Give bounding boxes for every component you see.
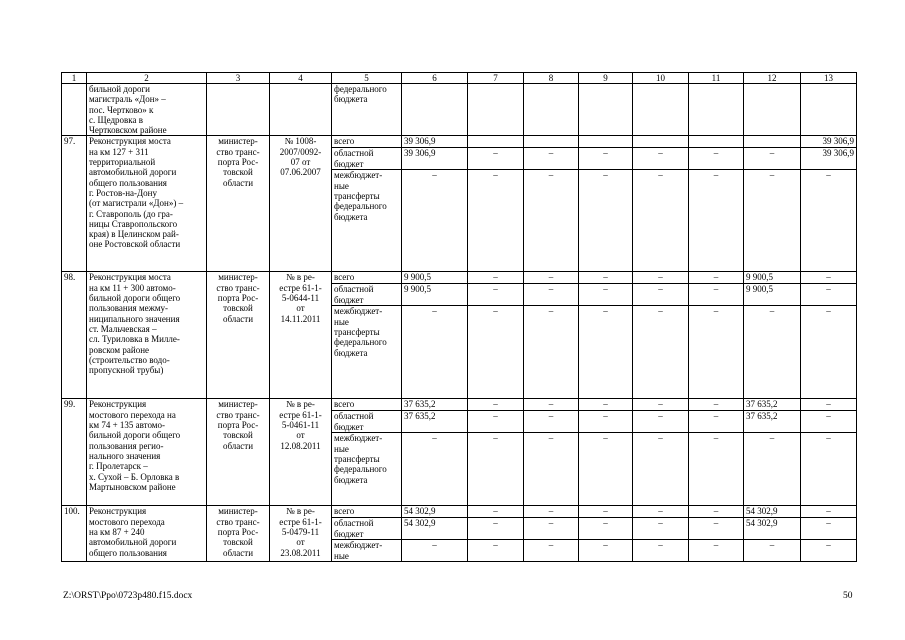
amount-cell: 37 635,2 bbox=[402, 399, 468, 411]
row-number: 100. bbox=[62, 506, 87, 562]
document-ref: № в ре- естре 61-1- 5-0461-11 от 12.08.2011 bbox=[270, 399, 332, 506]
amount-cell: – bbox=[579, 518, 633, 540]
funding-source: межбюджет- ные трансферты федерального бюджета bbox=[332, 170, 402, 272]
column-number: 11 bbox=[689, 73, 744, 84]
amount-cell: – bbox=[468, 518, 524, 540]
amount-cell: – bbox=[579, 506, 633, 518]
amount-cell: – bbox=[468, 306, 524, 399]
funding-source: всего bbox=[332, 399, 402, 411]
column-number: 1 bbox=[62, 73, 87, 84]
amount-cell bbox=[633, 136, 689, 148]
amount-cell: 9 900,5 bbox=[744, 284, 801, 306]
document-ref: № в ре- естре 61-1- 5-0479-11 от 23.08.2011 bbox=[270, 506, 332, 562]
customer: министер- ство транс- порта Рос- товской области bbox=[207, 506, 270, 562]
amount-cell: – bbox=[801, 306, 857, 399]
header-row bbox=[62, 73, 857, 84]
column-number: 7 bbox=[468, 73, 524, 84]
funding-source: всего bbox=[332, 136, 402, 148]
amount-cell: – bbox=[689, 540, 744, 562]
document-ref: № в ре- естре 61-1- 5-0644-11 от 14.11.2011 bbox=[270, 272, 332, 399]
amount-cell bbox=[579, 84, 633, 136]
amount-cell: – bbox=[468, 433, 524, 506]
amount-cell: 37 635,2 bbox=[402, 411, 468, 433]
amount-cell: – bbox=[633, 506, 689, 518]
amount-cell: – bbox=[689, 284, 744, 306]
amount-cell: – bbox=[579, 170, 633, 272]
amount-cell: – bbox=[579, 284, 633, 306]
column-number: 9 bbox=[579, 73, 633, 84]
amount-cell: – bbox=[524, 170, 579, 272]
amount-cell: – bbox=[524, 540, 579, 562]
table-row bbox=[62, 506, 857, 518]
row-number: 97. bbox=[62, 136, 87, 272]
customer: министер- ство транс- порта Рос- товской области bbox=[207, 272, 270, 399]
amount-cell: – bbox=[801, 399, 857, 411]
amount-cell: – bbox=[801, 506, 857, 518]
amount-cell: – bbox=[402, 433, 468, 506]
column-number: 2 bbox=[87, 73, 207, 84]
funding-source: всего bbox=[332, 506, 402, 518]
amount-cell: – bbox=[744, 433, 801, 506]
amount-cell: – bbox=[402, 540, 468, 562]
amount-cell: – bbox=[633, 411, 689, 433]
amount-cell bbox=[468, 84, 524, 136]
amount-cell: – bbox=[524, 506, 579, 518]
amount-cell: 54 302,9 bbox=[744, 506, 801, 518]
amount-cell: – bbox=[579, 306, 633, 399]
amount-cell: – bbox=[744, 540, 801, 562]
amount-cell: – bbox=[468, 272, 524, 284]
amount-cell: – bbox=[689, 399, 744, 411]
amount-cell: – bbox=[579, 411, 633, 433]
column-number: 8 bbox=[524, 73, 579, 84]
amount-cell: – bbox=[524, 411, 579, 433]
amount-cell bbox=[402, 84, 468, 136]
amount-cell: – bbox=[689, 411, 744, 433]
funding-source: федерального бюджета bbox=[332, 84, 402, 136]
amount-cell: – bbox=[579, 540, 633, 562]
amount-cell: – bbox=[468, 284, 524, 306]
amount-cell: 39 306,9 bbox=[801, 136, 857, 148]
amount-cell: – bbox=[689, 170, 744, 272]
amount-cell: – bbox=[689, 518, 744, 540]
amount-cell: – bbox=[579, 272, 633, 284]
amount-cell: – bbox=[633, 148, 689, 170]
page-number: 50 bbox=[843, 591, 853, 601]
object-name: Реконструкция мостового перехода на км 87 + 240 автомобильной дороги общего пользования bbox=[87, 506, 207, 562]
amount-cell: 39 306,9 bbox=[801, 148, 857, 170]
amount-cell: – bbox=[579, 148, 633, 170]
amount-cell: – bbox=[801, 170, 857, 272]
table-row bbox=[62, 136, 857, 148]
amount-cell: – bbox=[402, 306, 468, 399]
amount-cell: 9 900,5 bbox=[402, 272, 468, 284]
row-number: 98. bbox=[62, 272, 87, 399]
document-ref bbox=[270, 84, 332, 136]
amount-cell: – bbox=[633, 170, 689, 272]
table-row bbox=[62, 272, 857, 284]
amount-cell: 9 900,5 bbox=[402, 284, 468, 306]
object-name: бильной дороги магистраль «Дон» – пос. Чертково» к с. Щедровка в Чертковском районе bbox=[87, 84, 207, 136]
funding-source: межбюджет- ные bbox=[332, 540, 402, 562]
column-number: 5 bbox=[332, 73, 402, 84]
amount-cell: – bbox=[468, 506, 524, 518]
amount-cell: – bbox=[801, 272, 857, 284]
document-ref: № 1008- 2007/0092- 07 от 07.06.2007 bbox=[270, 136, 332, 272]
amount-cell: – bbox=[744, 148, 801, 170]
column-number: 4 bbox=[270, 73, 332, 84]
column-number: 12 bbox=[744, 73, 801, 84]
amount-cell: – bbox=[468, 540, 524, 562]
amount-cell: – bbox=[801, 284, 857, 306]
amount-cell: 54 302,9 bbox=[402, 518, 468, 540]
amount-cell: 54 302,9 bbox=[402, 506, 468, 518]
amount-cell bbox=[468, 136, 524, 148]
amount-cell: – bbox=[524, 399, 579, 411]
column-number: 3 bbox=[207, 73, 270, 84]
amount-cell: 9 900,5 bbox=[744, 272, 801, 284]
funding-source: межбюджет- ные трансферты федерального бюджета bbox=[332, 306, 402, 399]
amount-cell bbox=[689, 136, 744, 148]
object-name: Реконструкция моста на км 127 + 311 территориальной автомобильной дороги общего пользования г. Ростов-на-Дону (от магистрали «Дон») – г. Ставрополь (до гра- ницы Ставропольского края) в Целинском рай- оне Ростовской области bbox=[87, 136, 207, 272]
object-name: Реконструкция моста на км 11 + 300 автомо- бильной дороги общего пользования межму- ниципального значения ст. Мальчевская – сл. Туриловка в Милле- ровском районе (строительство водо- пропускной трубы) bbox=[87, 272, 207, 399]
amount-cell: – bbox=[633, 399, 689, 411]
amount-cell: – bbox=[633, 433, 689, 506]
amount-cell: – bbox=[633, 306, 689, 399]
amount-cell: – bbox=[744, 170, 801, 272]
table-row bbox=[62, 84, 857, 136]
amount-cell bbox=[633, 84, 689, 136]
amount-cell: – bbox=[524, 272, 579, 284]
amount-cell: – bbox=[524, 284, 579, 306]
customer: министер- ство транс- порта Рос- товской области bbox=[207, 399, 270, 506]
amount-cell: – bbox=[689, 506, 744, 518]
column-number: 10 bbox=[633, 73, 689, 84]
amount-cell: – bbox=[801, 411, 857, 433]
amount-cell bbox=[524, 84, 579, 136]
amount-cell bbox=[524, 136, 579, 148]
amount-cell: – bbox=[689, 272, 744, 284]
amount-cell: 37 635,2 bbox=[744, 399, 801, 411]
amount-cell: – bbox=[468, 148, 524, 170]
row-number: 99. bbox=[62, 399, 87, 506]
column-number: 6 bbox=[402, 73, 468, 84]
amount-cell: – bbox=[633, 540, 689, 562]
amount-cell: 54 302,9 bbox=[744, 518, 801, 540]
amount-cell: 39 306,9 bbox=[402, 136, 468, 148]
amount-cell: – bbox=[524, 518, 579, 540]
file-path: Z:\ORST\Ppo\0723p480.f15.docx bbox=[63, 591, 193, 601]
amount-cell bbox=[579, 136, 633, 148]
row-number bbox=[62, 84, 87, 136]
funding-source: областной бюджет bbox=[332, 411, 402, 433]
amount-cell: – bbox=[689, 148, 744, 170]
amount-cell: 37 635,2 bbox=[744, 411, 801, 433]
amount-cell: – bbox=[524, 433, 579, 506]
amount-cell: – bbox=[633, 284, 689, 306]
amount-cell: – bbox=[524, 148, 579, 170]
amount-cell: – bbox=[633, 272, 689, 284]
amount-cell: – bbox=[468, 411, 524, 433]
amount-cell: – bbox=[801, 540, 857, 562]
budget-table bbox=[61, 72, 857, 562]
amount-cell bbox=[744, 84, 801, 136]
amount-cell: – bbox=[468, 399, 524, 411]
funding-source: всего bbox=[332, 272, 402, 284]
amount-cell: – bbox=[801, 433, 857, 506]
amount-cell: – bbox=[689, 433, 744, 506]
amount-cell: – bbox=[579, 433, 633, 506]
funding-source: областной бюджет bbox=[332, 148, 402, 170]
funding-source: областной бюджет bbox=[332, 518, 402, 540]
amount-cell: 39 306,9 bbox=[402, 148, 468, 170]
funding-source: областной бюджет bbox=[332, 284, 402, 306]
customer: министер- ство транс- порта Рос- товской области bbox=[207, 136, 270, 272]
customer bbox=[207, 84, 270, 136]
amount-cell: – bbox=[744, 306, 801, 399]
amount-cell: – bbox=[579, 399, 633, 411]
column-number: 13 bbox=[801, 73, 857, 84]
amount-cell: – bbox=[689, 306, 744, 399]
amount-cell: – bbox=[468, 170, 524, 272]
amount-cell: – bbox=[402, 170, 468, 272]
amount-cell: – bbox=[801, 518, 857, 540]
table-row bbox=[62, 399, 857, 411]
funding-source: межбюджет- ные трансферты федерального бюджета bbox=[332, 433, 402, 506]
amount-cell: – bbox=[633, 518, 689, 540]
amount-cell bbox=[744, 136, 801, 148]
object-name: Реконструкция мостового перехода на км 74 + 135 автомо- бильной дороги общего пользования регио- нального значения г. Пролетарск – х. Сухой – Б. Орловка в Мартыновском районе bbox=[87, 399, 207, 506]
amount-cell: – bbox=[524, 306, 579, 399]
amount-cell bbox=[801, 84, 857, 136]
amount-cell bbox=[689, 84, 744, 136]
